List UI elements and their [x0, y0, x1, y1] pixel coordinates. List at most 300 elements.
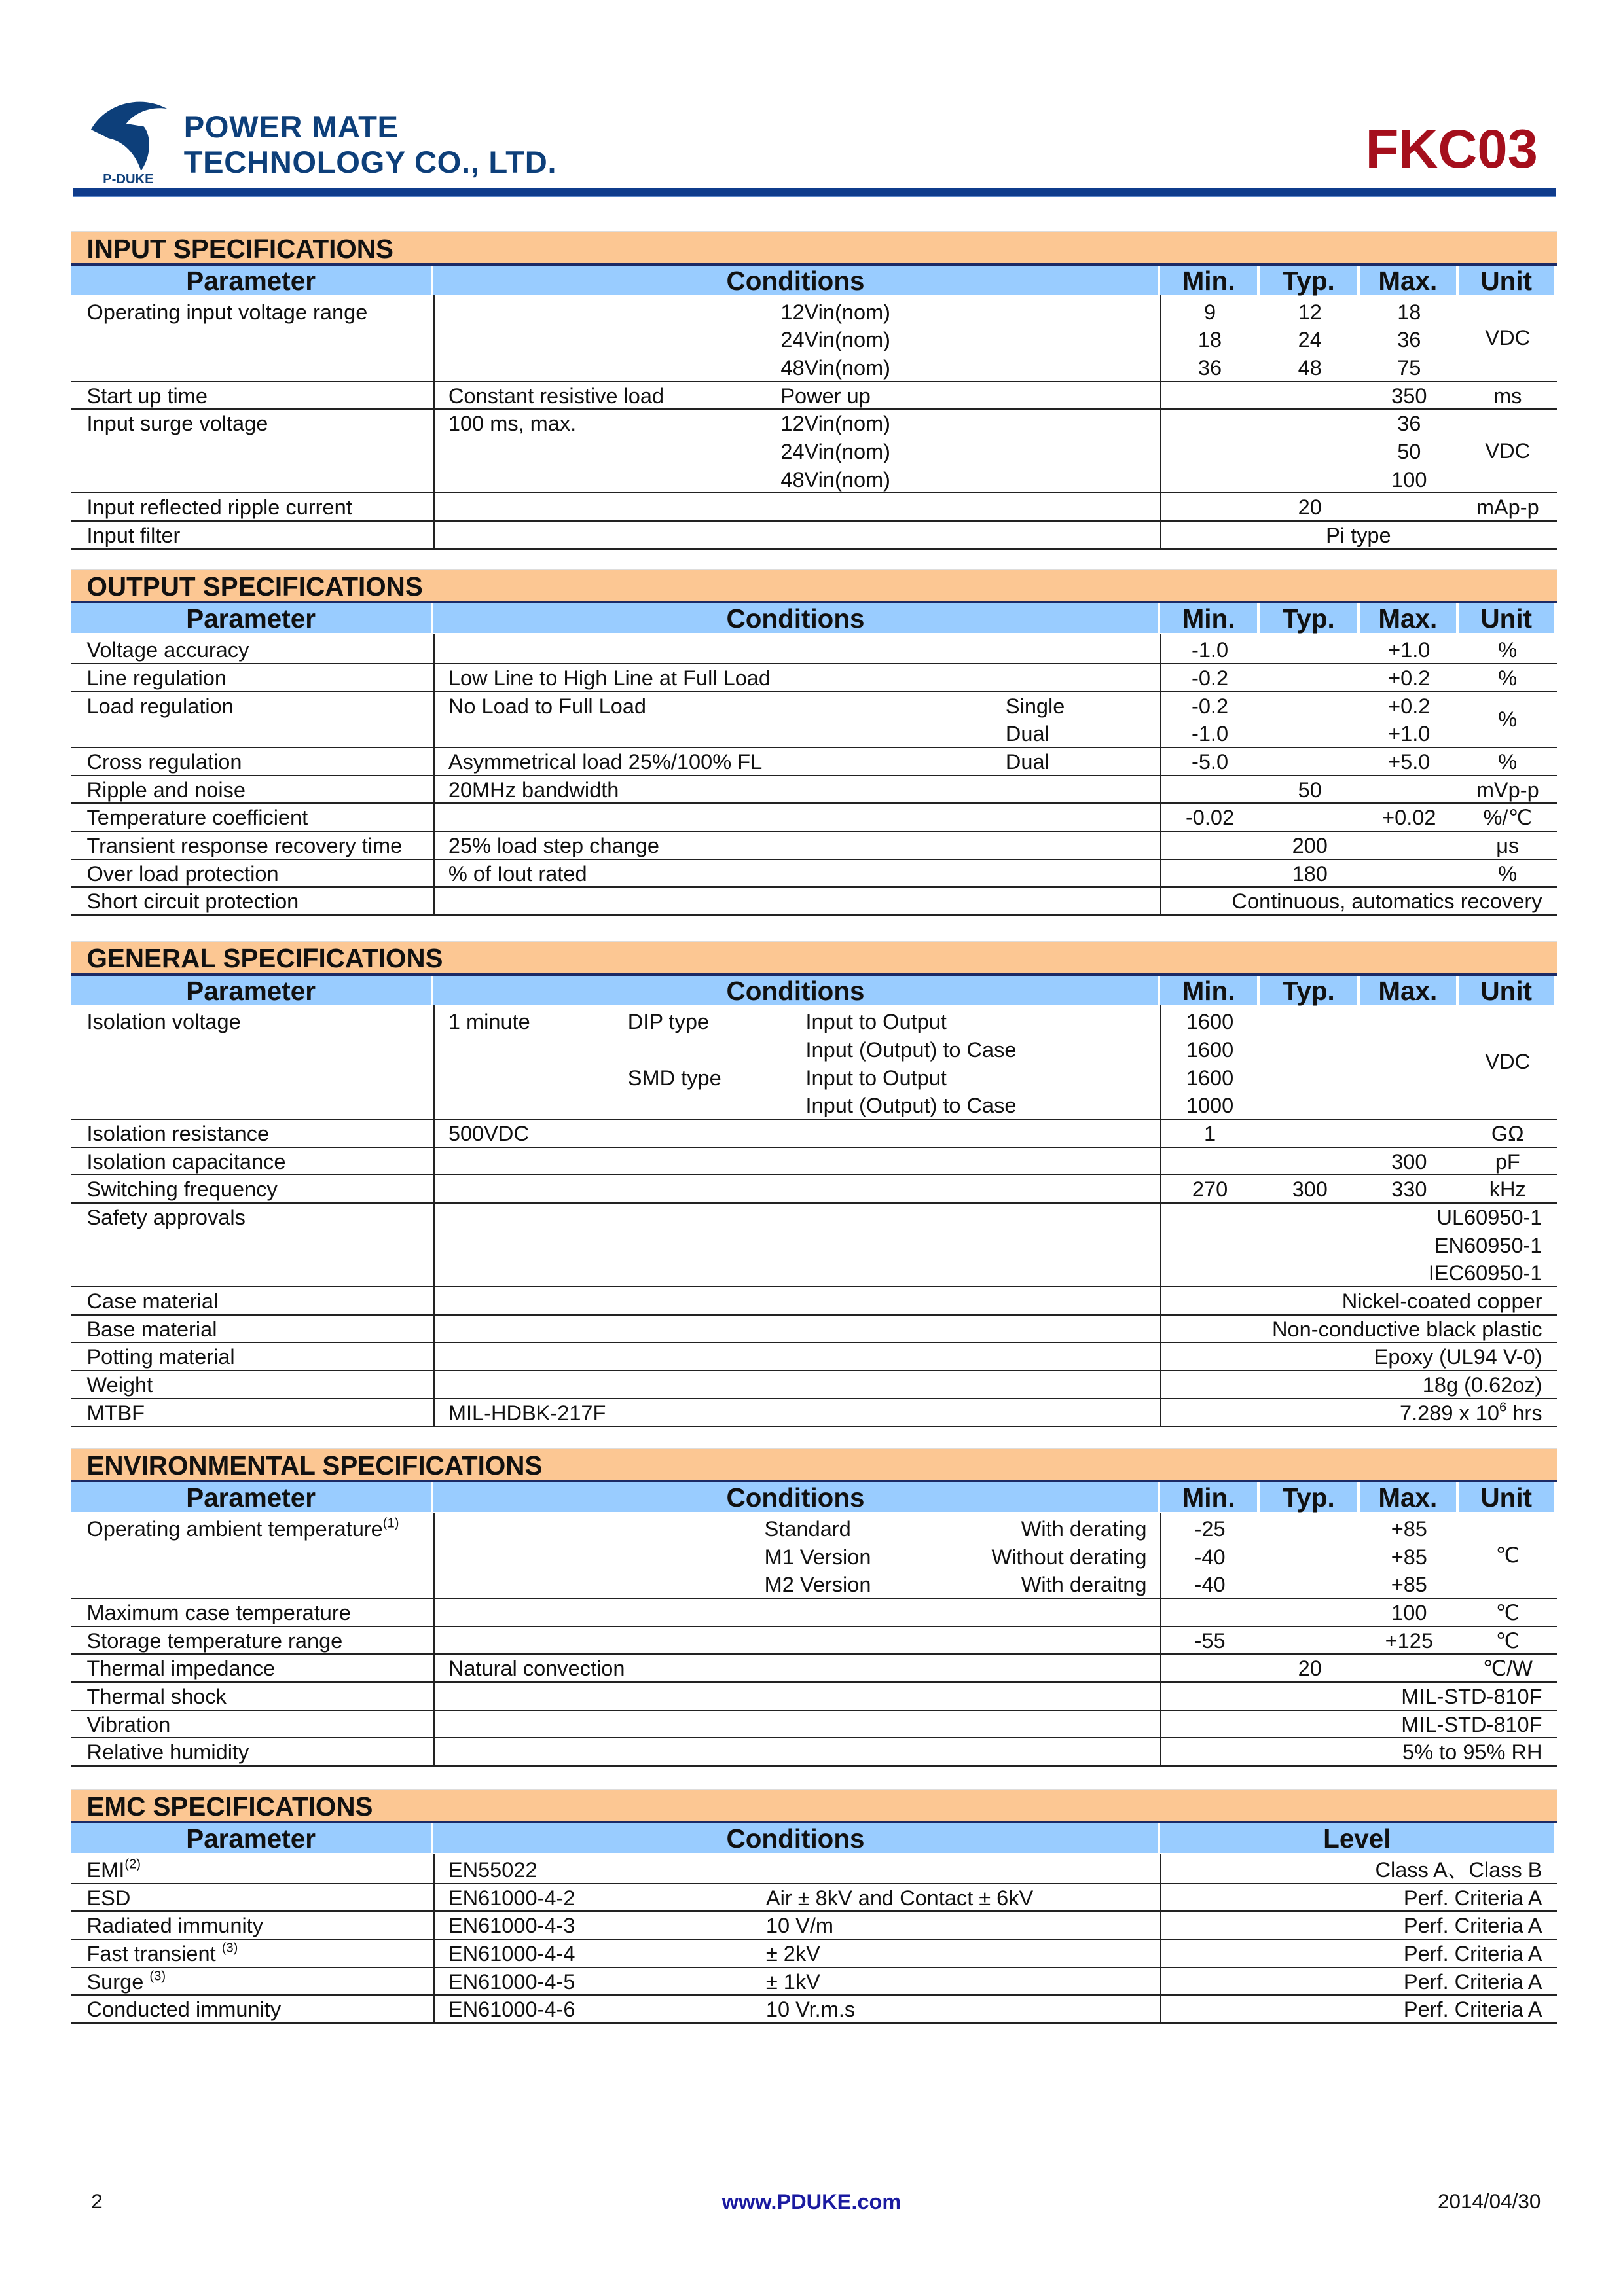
table-row [71, 634, 1557, 664]
parameter-label [86, 1316, 450, 1344]
parameter-cell [71, 1175, 450, 1204]
spanned-value-cell [1160, 522, 1557, 550]
column-header-unit: Unit [1459, 603, 1557, 633]
column-header-unit: Unit [1459, 1482, 1557, 1512]
parameter-cell [71, 1120, 450, 1148]
column-header-row [71, 601, 1557, 633]
conditions-cell [433, 1711, 1159, 1739]
parameter-label [86, 1884, 450, 1912]
parameter-label [86, 804, 450, 832]
typ-value-cell [1260, 1655, 1360, 1683]
parameter-text: Weight [86, 1372, 153, 1397]
table-row [71, 860, 1557, 888]
parameter-cell [71, 804, 450, 832]
parameter-label [86, 1996, 450, 2024]
footnote-marker: (3) [149, 1969, 166, 1984]
column-header-level: Level [1160, 1823, 1557, 1853]
typ-value-cell [1260, 776, 1360, 804]
parameter-cell [71, 493, 450, 522]
table-row [71, 382, 1557, 410]
table-row [71, 1175, 1557, 1204]
parameter-text: Input filter [86, 524, 181, 548]
parameter-label [86, 776, 450, 804]
parameter-cell [71, 1940, 450, 1968]
document-date: 2014/04/30 [1438, 2189, 1541, 2213]
table-row [71, 1655, 1557, 1683]
typ-value: 48 [1298, 356, 1322, 380]
min-value-cell [1160, 748, 1260, 776]
conditions-cell [433, 1343, 1159, 1371]
spanned-value-cell [1160, 888, 1557, 916]
value-text: 7.289 x 10 [1400, 1401, 1500, 1425]
conditions-cell [433, 692, 1159, 748]
conditions-cell [433, 748, 1159, 776]
parameter-cell [71, 1627, 450, 1655]
unit-value: VDC [1485, 326, 1531, 350]
parameter-cell [71, 636, 450, 664]
footnote-marker: (1) [382, 1516, 399, 1531]
condition-text: 20MHz bandwidth [448, 778, 619, 802]
max-value-cell [1360, 1515, 1458, 1599]
condition-text: Input to Output [805, 1010, 947, 1034]
min-value: -55 [1194, 1628, 1226, 1653]
column-header-parameter: Parameter [71, 1823, 434, 1853]
value-text: 18g (0.62oz) [1422, 1372, 1542, 1397]
spanned-value [1160, 888, 1542, 916]
column-header-row [71, 1821, 1557, 1853]
parameter-text: Short circuit protection [86, 889, 299, 914]
unit-value: % [1498, 638, 1518, 662]
unit-value-cell [1459, 664, 1557, 692]
parameter-text: Isolation voltage [86, 1010, 241, 1034]
table-row [71, 1996, 1557, 2024]
table-row [71, 1912, 1557, 1940]
parameter-text: Surge [86, 1969, 150, 1994]
min-value: 1600 [1186, 1066, 1234, 1090]
typ-value: 300 [1292, 1177, 1328, 1202]
value-text: Nickel-coated copper [1341, 1289, 1542, 1313]
value-text: Perf. Criteria A [1403, 1886, 1542, 1910]
value-text: Perf. Criteria A [1403, 1914, 1542, 1938]
table-row [71, 1316, 1557, 1344]
condition-text: ± 1kV [765, 1969, 820, 1994]
unit-value-cell [1459, 382, 1557, 410]
table-row [71, 1371, 1557, 1399]
parameter-text: Ripple and noise [86, 778, 246, 802]
parameter-cell [71, 832, 450, 860]
spec-section [71, 941, 1557, 1427]
table-row [71, 748, 1557, 776]
min-value: 270 [1192, 1177, 1228, 1202]
condition-text: 100 ms, max. [448, 412, 577, 436]
conditions-cell [433, 776, 1159, 804]
table-row [71, 664, 1557, 692]
spanned-value [1160, 1287, 1542, 1316]
min-value-cell [1160, 804, 1260, 832]
max-value-cell [1360, 1148, 1458, 1176]
table-row [71, 1854, 1557, 1884]
parameter-label [86, 1912, 450, 1940]
table-row [71, 1940, 1557, 1968]
table-row [71, 1683, 1557, 1711]
parameter-label [86, 1148, 450, 1176]
min-value: -0.2 [1191, 666, 1229, 690]
typ-value-cell [1260, 860, 1360, 888]
parameter-text: Cross regulation [86, 749, 242, 774]
parameter-label [86, 636, 450, 664]
min-value: -1.0 [1191, 722, 1229, 746]
parameter-label [86, 1343, 450, 1371]
spanned-value [1160, 1399, 1542, 1427]
unit-value-cell [1459, 832, 1557, 860]
max-value: 100 [1391, 467, 1427, 492]
conditions-cell [433, 1627, 1159, 1655]
value-text: Class A、Class B [1375, 1858, 1542, 1882]
conditions-cell [433, 1120, 1159, 1148]
parameter-label [86, 1175, 450, 1204]
conditions-cell [433, 1515, 1159, 1599]
parameter-cell [71, 1711, 450, 1739]
unit-value-cell [1459, 493, 1557, 522]
value-text: Pi type [1326, 524, 1391, 548]
min-value: -5.0 [1191, 749, 1229, 774]
section-title: GENERAL SPECIFICATIONS [71, 941, 1557, 973]
min-value: 1600 [1186, 1010, 1234, 1034]
max-value: 75 [1397, 356, 1421, 380]
min-value: 1600 [1186, 1038, 1234, 1062]
condition-text: EN61000-4-5 [448, 1969, 575, 1994]
min-value: -40 [1194, 1545, 1226, 1569]
column-header-typ: Typ. [1260, 1482, 1360, 1512]
spanned-value-cell [1160, 1856, 1557, 1884]
parameter-label [86, 1738, 450, 1767]
condition-text: EN61000-4-4 [448, 1942, 575, 1965]
min-value: 1 [1203, 1122, 1216, 1146]
unit-value: kHz [1489, 1177, 1526, 1202]
parameter-cell [71, 522, 450, 550]
column-divider [1160, 410, 1161, 492]
max-value: 18 [1397, 300, 1421, 324]
column-divider [1160, 776, 1161, 803]
value-text: Non-conductive black plastic [1272, 1317, 1542, 1341]
spanned-value [1160, 1371, 1542, 1399]
unit-value: VDC [1485, 439, 1531, 463]
spanned-value-cell [1160, 1996, 1557, 2024]
max-value-cell [1360, 1627, 1458, 1655]
conditions-cell [433, 1884, 1159, 1912]
exponent: 6 [1499, 1400, 1507, 1415]
table-row [71, 1005, 1557, 1120]
spanned-value [1160, 1996, 1542, 2024]
column-header-conditions: Conditions [433, 266, 1159, 295]
unit-value-cell [1459, 1148, 1557, 1176]
max-value-cell [1360, 410, 1458, 493]
parameter-label [86, 1683, 450, 1711]
table-row [71, 888, 1557, 916]
parameter-cell [71, 1655, 450, 1683]
parameter-text: Thermal shock [86, 1685, 227, 1709]
parameter-text: Line regulation [86, 666, 227, 690]
condition-text: 25% load step change [448, 833, 659, 857]
max-value-cell [1360, 636, 1458, 664]
condition-text: Natural convection [448, 1657, 625, 1681]
parameter-cell [71, 1996, 450, 2024]
max-value: +125 [1385, 1628, 1433, 1653]
column-divider [1160, 1655, 1161, 1681]
condition-text: 12Vin(nom) [780, 412, 890, 436]
company-name-line1: POWER MATE [183, 109, 399, 145]
unit-value: GΩ [1491, 1122, 1524, 1146]
spanned-value [1160, 1259, 1542, 1287]
min-value-cell [1160, 1008, 1260, 1120]
website-link[interactable]: www.PDUKE.com [721, 2189, 902, 2214]
table-row [71, 1399, 1557, 1427]
condition-text: EN61000-4-3 [448, 1914, 575, 1938]
parameter-text: Input surge voltage [86, 412, 268, 436]
parameter-cell [71, 1968, 450, 1996]
conditions-cell [433, 1371, 1159, 1399]
column-divider [1160, 832, 1161, 859]
parameter-label [86, 888, 450, 916]
conditions-cell [433, 1148, 1159, 1176]
conditions-cell [433, 1287, 1159, 1316]
parameter-text: Potting material [86, 1345, 235, 1369]
spanned-value [1160, 1204, 1542, 1232]
parameter-cell [71, 888, 450, 916]
table-row [71, 804, 1557, 832]
unit-value-cell [1459, 1655, 1557, 1683]
spanned-value [1160, 1683, 1542, 1711]
max-value: +1.0 [1388, 722, 1431, 746]
condition-text: M1 Version [764, 1545, 871, 1569]
min-value: -40 [1194, 1573, 1226, 1597]
unit-value: % [1498, 861, 1518, 886]
spanned-value-cell [1160, 1940, 1557, 1968]
column-header-max: Max. [1360, 1482, 1458, 1512]
unit-value-cell [1459, 748, 1557, 776]
unit-value-cell [1459, 1599, 1557, 1627]
parameter-label [86, 1627, 450, 1655]
min-value-cell [1160, 636, 1260, 664]
table-row [71, 410, 1557, 493]
unit-value: μs [1496, 833, 1520, 857]
max-value: 50 [1397, 440, 1421, 464]
column-header-typ: Typ. [1260, 266, 1360, 295]
parameter-text: Case material [86, 1289, 219, 1313]
column-header-conditions: Conditions [433, 1482, 1159, 1512]
condition-text: 24Vin(nom) [780, 328, 890, 352]
condition-text: 1 minute [448, 1010, 530, 1034]
parameter-text: Transient response recovery time [86, 833, 403, 857]
min-value: -1.0 [1191, 638, 1229, 662]
parameter-label [86, 1711, 450, 1739]
condition-text: Input (Output) to Case [805, 1038, 1017, 1062]
table-row [71, 1120, 1557, 1148]
spec-section [71, 1789, 1557, 2024]
min-value-cell [1160, 664, 1260, 692]
conditions-cell [433, 410, 1159, 493]
column-header-conditions: Conditions [433, 1823, 1159, 1853]
spanned-value [1160, 1884, 1542, 1912]
column-header-min: Min. [1160, 1482, 1260, 1512]
spanned-value [1160, 1912, 1542, 1940]
conditions-cell [433, 382, 1159, 410]
condition-text: ± 2kV [765, 1942, 820, 1965]
page-number: 2 [91, 2189, 103, 2213]
parameter-label [86, 1515, 450, 1543]
parameter-text: Maximum case temperature [86, 1601, 351, 1625]
parameter-text: Conducted immunity [86, 1998, 282, 2022]
table-row [71, 1148, 1557, 1176]
parameter-text: Load regulation [86, 694, 234, 718]
condition-text: % of Iout rated [448, 861, 587, 886]
parameter-label [86, 298, 450, 327]
column-divider [1160, 1148, 1161, 1175]
table-row [71, 493, 1557, 522]
parameter-text: Operating ambient temperature [86, 1517, 383, 1541]
parameter-label [86, 1856, 450, 1884]
parameter-text: Temperature coefficient [86, 806, 308, 830]
value-text: IEC60950-1 [1428, 1261, 1542, 1285]
condition-text: 24Vin(nom) [780, 440, 890, 464]
parameter-label [86, 1655, 450, 1683]
condition-text: 500VDC [448, 1122, 529, 1146]
column-header-row [71, 1480, 1557, 1512]
condition-text: Power up [780, 384, 871, 408]
column-divider [1160, 493, 1161, 520]
parameter-text: Input reflected ripple current [86, 495, 352, 520]
max-value: +0.02 [1382, 806, 1436, 830]
conditions-cell [433, 1683, 1159, 1711]
table-row [71, 1968, 1557, 1996]
unit-value: % [1498, 707, 1518, 731]
condition-text: Dual [1005, 722, 1049, 746]
max-value: +5.0 [1388, 749, 1431, 774]
parameter-text: ESD [86, 1886, 131, 1910]
conditions-cell [433, 664, 1159, 692]
spanned-value-cell [1160, 1738, 1557, 1767]
column-header-parameter: Parameter [71, 976, 434, 1005]
spanned-value [1160, 1343, 1542, 1371]
parameter-text: Relative humidity [86, 1740, 249, 1765]
table-row [71, 832, 1557, 860]
max-value: +1.0 [1388, 638, 1431, 662]
unit-value: % [1498, 666, 1518, 690]
condition-text: Without derating [991, 1545, 1147, 1569]
conditions-cell [433, 860, 1159, 888]
conditions-cell [433, 1175, 1159, 1204]
min-value: -0.2 [1191, 694, 1229, 718]
parameter-cell [71, 664, 450, 692]
conditions-cell [433, 1856, 1159, 1884]
max-value: 36 [1397, 328, 1421, 352]
conditions-cell [433, 832, 1159, 860]
table-row [71, 1599, 1557, 1627]
spanned-value-cell [1160, 1371, 1557, 1399]
value-text: Perf. Criteria A [1403, 1998, 1542, 2022]
max-value: +85 [1391, 1545, 1427, 1569]
conditions-cell [433, 1968, 1159, 1996]
table-row [71, 776, 1557, 804]
unit-value: ℃ [1495, 1601, 1520, 1625]
typ-value: 180 [1292, 861, 1328, 886]
typ-value-cell [1260, 493, 1360, 522]
table-row [71, 1343, 1557, 1371]
typ-value: 20 [1298, 1657, 1322, 1681]
typ-value-cell [1260, 298, 1360, 382]
unit-value: mVp-p [1476, 778, 1539, 802]
parameter-label [86, 860, 450, 888]
parameter-cell [71, 1287, 450, 1316]
column-divider [1160, 1599, 1161, 1626]
logo-text: P-DUKE [103, 171, 154, 187]
parameter-label [86, 1204, 450, 1232]
condition-text: Input to Output [805, 1066, 947, 1090]
condition-text: 12Vin(nom) [780, 300, 890, 324]
condition-text: EN61000-4-6 [448, 1998, 575, 2022]
table-row [71, 295, 1557, 382]
column-header-conditions: Conditions [433, 976, 1159, 1005]
typ-value: 200 [1292, 833, 1328, 857]
parameter-text: Voltage accuracy [86, 638, 249, 662]
condition-text: 10 V/m [765, 1914, 833, 1938]
parameter-cell [71, 692, 450, 721]
typ-value: 24 [1298, 328, 1322, 352]
value-text: Epoxy (UL94 V-0) [1374, 1345, 1542, 1369]
typ-value: 50 [1298, 778, 1322, 802]
unit-value: % [1498, 749, 1518, 774]
parameter-cell [71, 1515, 450, 1543]
parameter-cell [71, 410, 450, 438]
column-header-parameter: Parameter [71, 266, 434, 295]
parameter-cell [71, 860, 450, 888]
conditions-cell [433, 1399, 1159, 1427]
conditions-cell [433, 1316, 1159, 1344]
parameter-label [86, 1287, 450, 1316]
footnote-marker: (2) [124, 1857, 141, 1872]
parameter-cell [71, 1343, 450, 1371]
max-value: +0.2 [1388, 694, 1431, 718]
column-header-max: Max. [1360, 976, 1458, 1005]
spanned-value [1160, 1968, 1542, 1996]
parameter-cell [71, 1204, 450, 1232]
max-value-cell [1360, 1599, 1458, 1627]
spanned-value-cell [1160, 1711, 1557, 1739]
spanned-value-cell [1160, 1399, 1557, 1427]
spanned-value-cell [1160, 1287, 1557, 1316]
min-value: -25 [1194, 1517, 1226, 1541]
parameter-cell [71, 776, 450, 804]
condition-text: Standard [764, 1517, 851, 1541]
condition-text: Dual [1005, 749, 1049, 774]
table-row [71, 522, 1557, 550]
conditions-cell [433, 493, 1159, 522]
typ-value: 12 [1298, 300, 1322, 324]
parameter-cell [71, 298, 450, 327]
parameter-label [86, 1599, 450, 1627]
parameter-text: Isolation capacitance [86, 1149, 286, 1174]
parameter-label [86, 692, 450, 721]
conditions-cell [433, 804, 1159, 832]
max-value-cell [1360, 298, 1458, 382]
min-value-cell [1160, 1120, 1260, 1148]
condition-text: Asymmetrical load 25%/100% FL [448, 749, 763, 774]
parameter-text: Start up time [86, 384, 208, 408]
unit-value: mAp-p [1476, 495, 1539, 520]
parameter-cell [71, 382, 450, 410]
conditions-cell [433, 1738, 1159, 1767]
parameter-text: Safety approvals [86, 1206, 246, 1229]
